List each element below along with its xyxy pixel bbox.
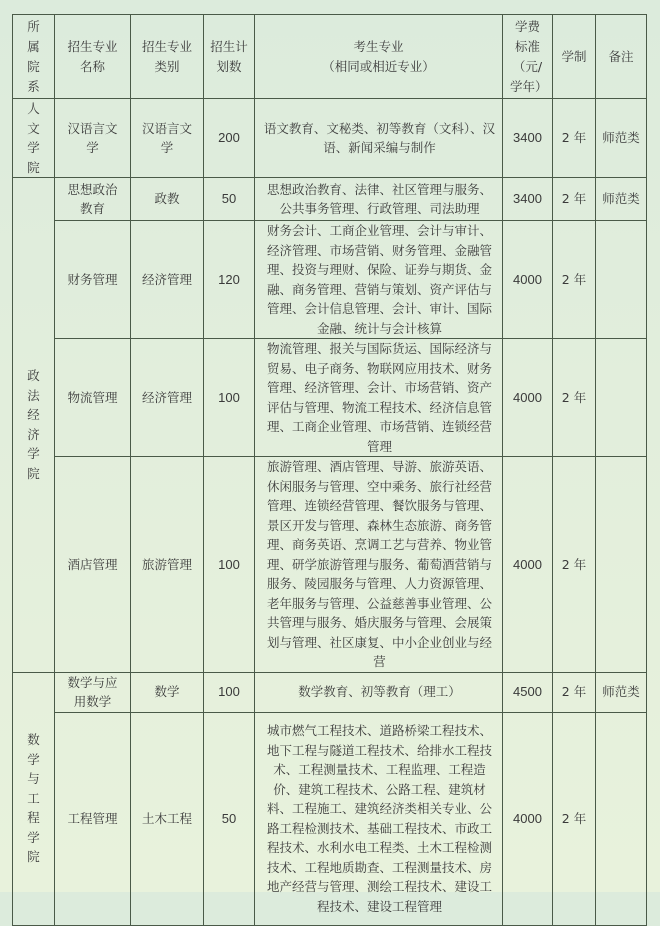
plan-count-cell: 50 — [204, 178, 255, 221]
major-name-cell: 汉语言文学 — [55, 99, 131, 178]
header-major-name: 招生专业名称 — [55, 15, 131, 99]
header-duration: 学制 — [553, 15, 596, 99]
remarks-cell: 师范类 — [596, 672, 647, 712]
duration-cell: 2 年 — [553, 221, 596, 339]
table-row — [13, 339, 647, 457]
plan-count-cell: 100 — [204, 339, 255, 457]
header-major-category: 招生专业类别 — [131, 15, 204, 99]
source-majors-cell: 物流管理、报关与国际货运、国际经济与贸易、电子商务、物联网应用技术、财务管理、经济管理、会计、市场营销、资产评估与管理、物流工程技术、经济信息管理、工商企业管理、市场营销、连锁经营管理 — [255, 339, 503, 457]
plan-count-cell: 100 — [204, 672, 255, 712]
plan-count-cell: 50 — [204, 712, 255, 925]
table-row — [13, 712, 647, 925]
admissions-table — [12, 14, 647, 926]
major-category-cell: 汉语言文学 — [131, 99, 204, 178]
remarks-cell — [596, 712, 647, 925]
tuition-cell: 3400 — [503, 99, 553, 178]
plan-count-cell: 100 — [204, 457, 255, 673]
header-remarks: 备注 — [596, 15, 647, 99]
remarks-cell — [596, 221, 647, 339]
source-majors-cell: 城市燃气工程技术、道路桥梁工程技术、地下工程与隧道工程技术、给排水工程技术、工程测量技术、工程监理、工程造价、建筑工程技术、公路工程、建筑材料、工程施工、建筑经济类相关专业、公路工程检测技术、基础工程技术、市政工程技术、水利水电工程类、土木工程检测技术、工程地质勘查、工程测量技术、房地产经营与管理、测绘工程技术、建设工程技术、建设工程管理 — [255, 712, 503, 925]
source-majors-cell: 数学教育、初等教育（理工） — [255, 672, 503, 712]
header-department: 所属院系 — [13, 15, 55, 99]
tuition-cell: 3400 — [503, 178, 553, 221]
table-row — [13, 672, 647, 712]
table-row — [13, 99, 647, 178]
table-row — [13, 221, 647, 339]
major-category-cell: 政教 — [131, 178, 204, 221]
header-plan-count: 招生计划数 — [204, 15, 255, 99]
tuition-cell: 4000 — [503, 221, 553, 339]
remarks-cell — [596, 457, 647, 673]
table-row — [13, 178, 647, 221]
plan-count-cell: 120 — [204, 221, 255, 339]
major-name-cell: 思想政治教育 — [55, 178, 131, 221]
major-name-cell: 财务管理 — [55, 221, 131, 339]
tuition-cell: 4000 — [503, 712, 553, 925]
plan-count-cell: 200 — [204, 99, 255, 178]
major-category-cell: 旅游管理 — [131, 457, 204, 673]
major-name-cell: 物流管理 — [55, 339, 131, 457]
remarks-cell — [596, 339, 647, 457]
source-majors-cell: 语文教育、文秘类、初等教育（文科）、汉语、新闻采编与制作 — [255, 99, 503, 178]
header-tuition: 学费标准（元/学年） — [503, 15, 553, 99]
source-majors-cell: 思想政治教育、法律、社区管理与服务、公共事务管理、行政管理、司法助理 — [255, 178, 503, 221]
major-name-cell: 数学与应用数学 — [55, 672, 131, 712]
duration-cell: 2 年 — [553, 457, 596, 673]
major-category-cell: 经济管理 — [131, 339, 204, 457]
duration-cell: 2 年 — [553, 99, 596, 178]
major-category-cell: 数学 — [131, 672, 204, 712]
duration-cell: 2 年 — [553, 339, 596, 457]
table-row — [13, 457, 647, 673]
tuition-cell: 4000 — [503, 339, 553, 457]
major-category-cell: 土木工程 — [131, 712, 204, 925]
duration-cell: 2 年 — [553, 672, 596, 712]
major-name-cell: 酒店管理 — [55, 457, 131, 673]
source-majors-cell: 财务会计、工商企业管理、会计与审计、经济管理、市场营销、财务管理、金融管理、投资与理财、保险、证券与期货、金融、商务管理、营销与策划、资产评估与管理、会计信息管理、会计、审计、国际金融、统计与会计核算 — [255, 221, 503, 339]
tuition-cell: 4500 — [503, 672, 553, 712]
duration-cell: 2 年 — [553, 712, 596, 925]
header-row — [13, 15, 647, 99]
department-cell: 人文学院 — [13, 99, 55, 178]
department-cell: 数学与工程学院 — [13, 672, 55, 925]
major-name-cell: 工程管理 — [55, 712, 131, 925]
tuition-cell: 4000 — [503, 457, 553, 673]
remarks-cell: 师范类 — [596, 178, 647, 221]
remarks-cell: 师范类 — [596, 99, 647, 178]
major-category-cell: 经济管理 — [131, 221, 204, 339]
duration-cell: 2 年 — [553, 178, 596, 221]
department-cell: 政法经济学院 — [13, 178, 55, 673]
header-source-majors: 考生专业 （相同或相近专业） — [255, 15, 503, 99]
source-majors-cell: 旅游管理、酒店管理、导游、旅游英语、休闲服务与管理、空中乘务、旅行社经营管理、连锁经营管理、餐饮服务与管理、景区开发与管理、森林生态旅游、商务管理、商务英语、烹调工艺与营养、物业管理、研学旅游管理与服务、葡萄酒营销与服务、陵园服务与管理、人力资源管理、老年服务与管理、公益慈善事业管理、公共管理与服务、婚庆服务与管理、会展策划与管理、社区康复、中小企业创业与经营 — [255, 457, 503, 673]
